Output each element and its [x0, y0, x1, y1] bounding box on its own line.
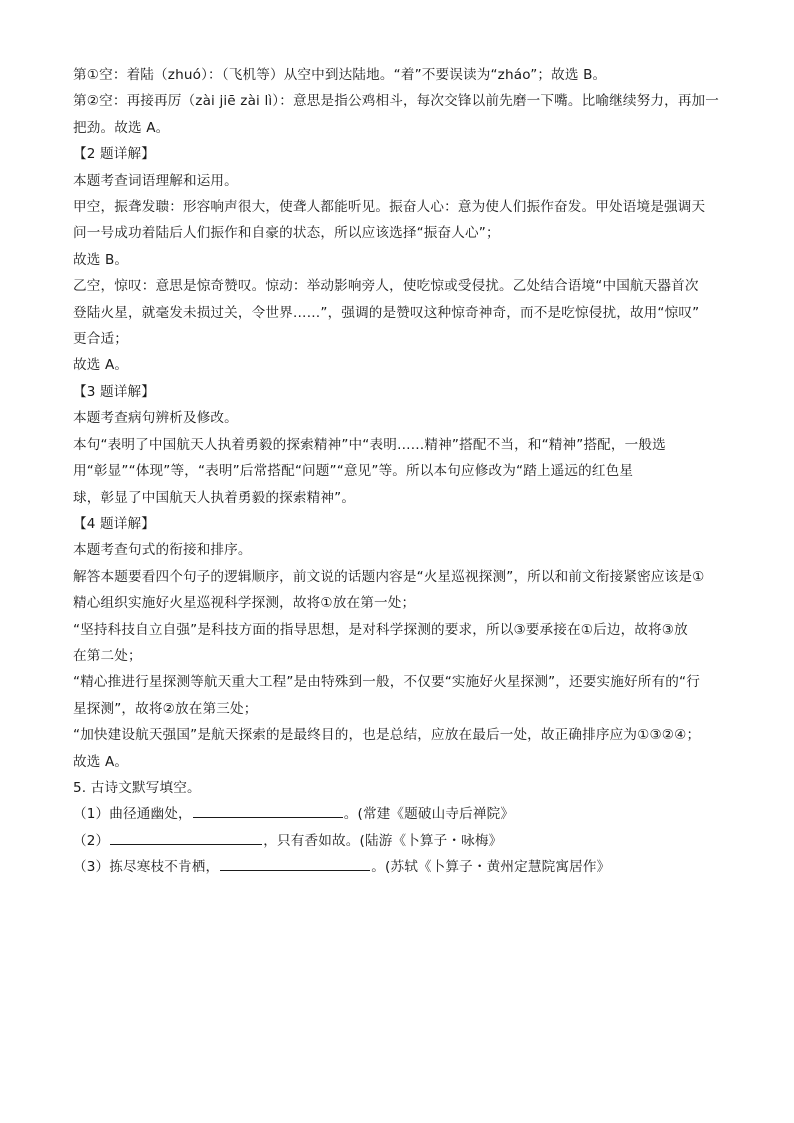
- text-line: 在第二处；: [73, 647, 142, 664]
- text-line: 星探测”，故将②放在第三处；: [73, 700, 258, 717]
- section-heading-q4: 【4 题详解】: [73, 515, 155, 532]
- fill-blank-item-2: [73, 828, 723, 854]
- question-5-heading: 5. 古诗文默写填空。: [73, 779, 201, 796]
- fill-blank-source: ，只有香如故。(陆游《卜算子・咏梅》: [263, 832, 503, 849]
- text-line: 用“彰显”“体现”等，“表明”后常搭配“问题”“意见”等。所以本句应修改为“踏上遥远的红色星: [73, 463, 634, 480]
- text-line: 故选 B。: [73, 251, 129, 268]
- text-line: 故选 A。: [73, 357, 129, 374]
- text-line: 更合适；: [73, 331, 128, 348]
- fill-blank-source: 。(苏轼《卜算子・黄州定慧院寓居作》: [371, 859, 611, 876]
- fill-blank-item-3: [73, 854, 723, 880]
- answer-blank-2[interactable]: [110, 830, 262, 845]
- text-line: 第②空：再接再厉（zài jiē zài lì）：意思是指公鸡相斗，每次交锋以前先磨一下嘴。比喻继续努力，再加一: [73, 93, 720, 110]
- fill-blank-prefix: （2）: [73, 832, 110, 849]
- answer-blank-3[interactable]: [220, 856, 370, 871]
- answer-explanation-text: [73, 62, 723, 881]
- fill-blank-item-1: [73, 801, 723, 827]
- fill-blank-prefix: （1）曲径通幽处，: [73, 806, 192, 823]
- text-line: 登陆火星，就毫发未损过关，令世界……”，强调的是赞叹这种惊奇神奇，而不是吃惊侵扰，故用“惊叹”: [73, 304, 700, 321]
- text-line: “精心推进行星探测等航天重大工程”是由特殊到一般，不仅要“实施好火星探测”，还要实施好所有的“行: [73, 674, 700, 691]
- fill-blank-source: 。(常建《题破山寺后禅院》: [343, 806, 515, 823]
- section-heading-q2: 【2 题详解】: [73, 146, 155, 163]
- text-line: 本题考查句式的衔接和排序。: [73, 542, 252, 559]
- text-line: 故选 A。: [73, 753, 129, 770]
- text-line: “坚持科技自立自强”是科技方面的指导思想，是对科学探测的要求，所以③要承接在①后边，故将③放: [73, 621, 688, 638]
- text-line: 精心组织实施好火星巡视科学探测，故将①放在第一处；: [73, 595, 416, 612]
- text-line: 甲空，振聋发聩：形容响声很大，使聋人都能听见。振奋人心：意为使人们振作奋发。甲处语境是强调天: [73, 199, 706, 216]
- text-line: 第①空：着陆（zhuó）：（飞机等）从空中到达陆地。“着”不要误读为“zháo”；故选 B。: [73, 67, 607, 83]
- text-line: 本句“表明了中国航天人执着勇毅的探索精神”中“表明……精神”搭配不当，和“精神”搭配，一般选: [73, 436, 666, 453]
- section-heading-q3: 【3 题详解】: [73, 383, 155, 400]
- answer-blank-1[interactable]: [193, 803, 343, 818]
- text-line: 解答本题要看四个句子的逻辑顺序，前文说的话题内容是“火星巡视探测”，所以和前文衔接紧密应该是①: [73, 568, 705, 585]
- text-line: 本题考查病句辨析及修改。: [73, 410, 238, 427]
- text-line: 把劲。故选 A。: [73, 119, 170, 136]
- text-line: 问一号成功着陆后人们振作和自豪的状态，所以应该选择“振奋人心”；: [73, 225, 500, 242]
- text-line: 乙空，惊叹：意思是惊奇赞叹。惊动：举动影响旁人，使吃惊或受侵扰。乙处结合语境“中国航天器首次: [73, 278, 699, 295]
- text-line: 本题考查词语理解和运用。: [73, 172, 238, 189]
- fill-blank-prefix: （3）拣尽寒枝不肯栖，: [73, 859, 220, 876]
- text-line: 球，彰显了中国航天人执着勇毅的探索精神”。: [73, 489, 356, 506]
- text-line: “加快建设航天强国”是航天探索的是最终目的，也是总结，应放在最后一处，故正确排序应为①③②④；: [73, 727, 701, 744]
